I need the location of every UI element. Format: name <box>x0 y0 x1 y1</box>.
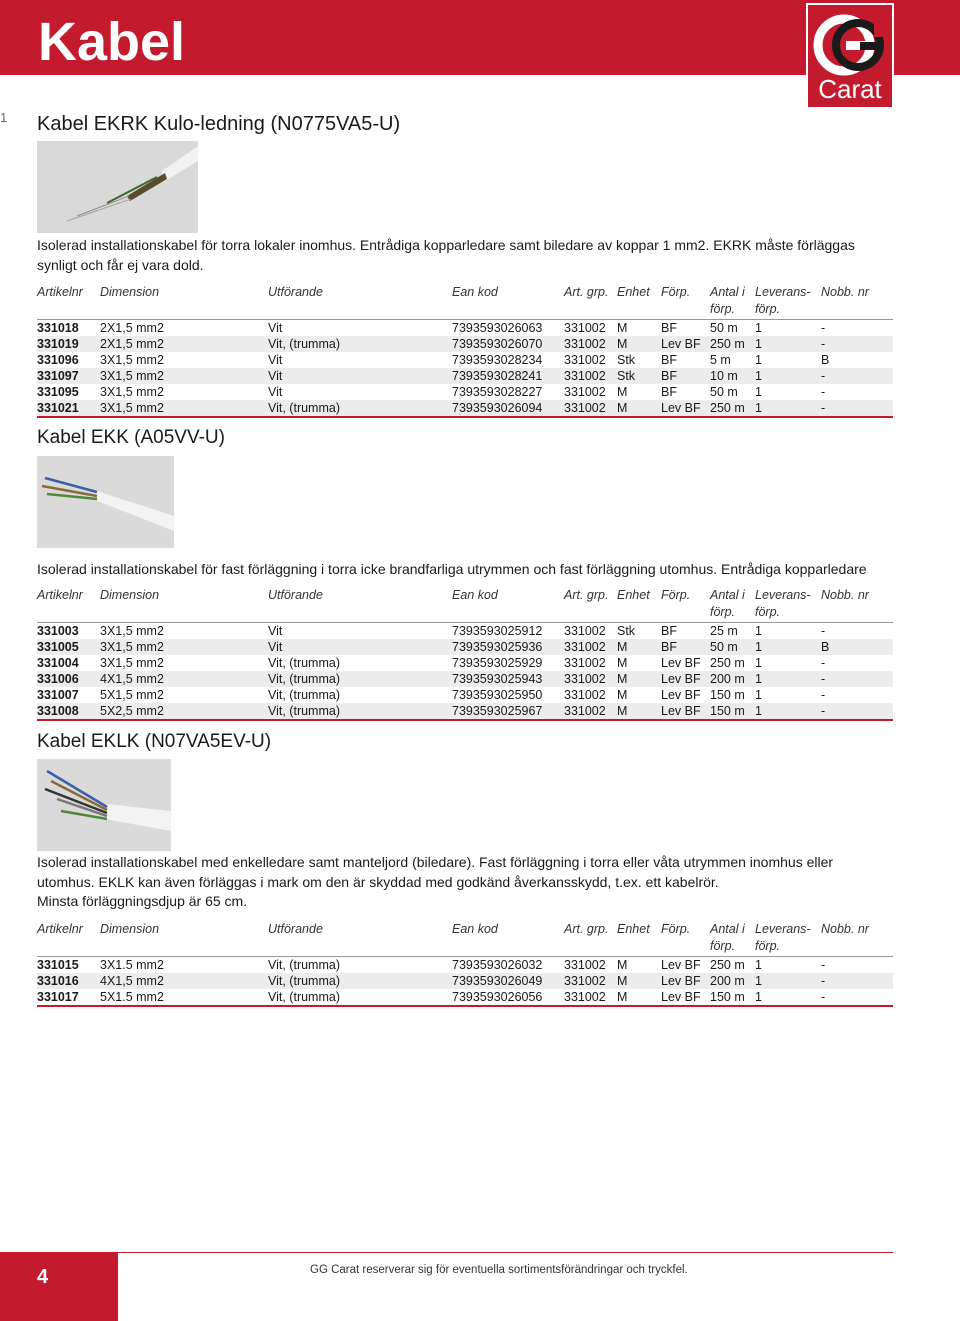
product-table-eklk <box>37 921 893 1007</box>
col-header-ean: Ean kod <box>452 921 564 957</box>
col-header-enhet: Enhet <box>617 921 661 957</box>
table-row: 331007 5X1,5 mm2 Vit, (trumma) 7393593025950 331002 M Lev BF 150 m 1 - <box>37 687 893 703</box>
cable-image <box>37 759 171 851</box>
col-header-nobb: Nobb. nr <box>821 284 893 320</box>
col-header-artgrp: Art. grp. <box>564 587 617 623</box>
side-number: 1 <box>0 110 8 125</box>
col-header-artikelnr: Artikelnr <box>37 921 100 957</box>
col-header-dimension: Dimension <box>100 921 268 957</box>
section-description-ekrk: Isolerad installationskabel för torra lokaler inomhus. Entrådiga kopparledare samt biledare av koppar 1 mm2. EKRK måste förläggas synligt och får ej vara dold. <box>37 237 855 273</box>
table-row: 331018 2X1,5 mm2 Vit 7393593026063 331002 M BF 50 m 1 - <box>37 320 893 337</box>
section-title-eklk: Kabel EKLK (N07VA5EV-U) <box>37 731 272 752</box>
col-header-leverans: Leverans- förp. <box>755 587 821 623</box>
cable-image <box>37 456 174 548</box>
col-header-antal: Antal i förp. <box>710 587 755 623</box>
page-title: Kabel <box>38 12 186 72</box>
table-row: 331016 4X1,5 mm2 Vit, (trumma) 7393593026049 331002 M Lev BF 200 m 1 - <box>37 973 893 989</box>
col-header-artgrp: Art. grp. <box>564 921 617 957</box>
gg-logo-icon <box>808 5 892 79</box>
col-header-forp: Förp. <box>661 921 710 957</box>
product-photo-ekk <box>37 456 174 548</box>
col-header-antal: Antal i förp. <box>710 284 755 320</box>
col-header-artgrp: Art. grp. <box>564 284 617 320</box>
product-photo-eklk <box>37 759 171 851</box>
table-row: 331019 2X1,5 mm2 Vit, (trumma) 7393593026070 331002 M Lev BF 250 m 1 - <box>37 336 893 352</box>
col-header-utforande: Utförande <box>268 284 452 320</box>
col-header-antal: Antal i förp. <box>710 921 755 957</box>
logo-text: Carat <box>818 74 882 104</box>
col-header-utforande: Utförande <box>268 921 452 957</box>
product-photo-ekrk <box>37 141 198 233</box>
table-row: 331008 5X2,5 mm2 Vit, (trumma) 7393593025967 331002 M Lev BF 150 m 1 - <box>37 703 893 720</box>
section-description-eklk <box>37 853 897 912</box>
col-header-enhet: Enhet <box>617 587 661 623</box>
col-header-utforande: Utförande <box>268 587 452 623</box>
description-line: Minsta förläggningsdjup är 65 cm. <box>37 893 248 909</box>
description-line: utomhus. EKLK kan även förläggas i mark om den är skyddad med godkänd åverkansskydd, t.ex. ett kabelrör. <box>37 873 719 890</box>
product-table-ekrk <box>37 284 893 418</box>
col-header-forp: Förp. <box>661 587 710 623</box>
page-number-box <box>0 1253 118 1321</box>
footer-disclaimer: GG Carat reserverar sig för eventuella sortimentsförändringar och tryckfel. <box>310 1264 688 1276</box>
col-header-nobb: Nobb. nr <box>821 587 893 623</box>
col-header-ean: Ean kod <box>452 587 564 623</box>
col-header-artikelnr: Artikelnr <box>37 284 100 320</box>
col-header-leverans: Leverans- förp. <box>755 284 821 320</box>
col-header-artikelnr: Artikelnr <box>37 587 100 623</box>
col-header-nobb: Nobb. nr <box>821 921 893 957</box>
product-table-ekk <box>37 587 893 721</box>
col-header-ean: Ean kod <box>452 284 564 320</box>
section-title-ekk: Kabel EKK (A05VV-U) <box>37 427 225 448</box>
col-header-leverans: Leverans- förp. <box>755 921 821 957</box>
table-row: 331005 3X1,5 mm2 Vit 7393593025936 331002 M BF 50 m 1 B <box>37 639 893 655</box>
section-title-ekrk: Kabel EKRK Kulo-ledning (N0775VA5-U) <box>37 113 401 135</box>
table-row: 331097 3X1,5 mm2 Vit 7393593028241 331002 Stk BF 10 m 1 - <box>37 368 893 384</box>
table-header-row <box>37 587 893 623</box>
table-row: 331006 4X1,5 mm2 Vit, (trumma) 7393593025943 331002 M Lev BF 200 m 1 - <box>37 671 893 687</box>
table-row: 331021 3X1,5 mm2 Vit, (trumma) 7393593026094 331002 M Lev BF 250 m 1 - <box>37 400 893 417</box>
table-header-row <box>37 921 893 957</box>
table-row: 331004 3X1,5 mm2 Vit, (trumma) 7393593025929 331002 M Lev BF 250 m 1 - <box>37 655 893 671</box>
table-header-row <box>37 284 893 320</box>
table-row: 331015 3X1.5 mm2 Vit, (trumma) 7393593026032 331002 M Lev BF 250 m 1 - <box>37 957 893 974</box>
table-row: 331003 3X1,5 mm2 Vit 7393593025912 331002 Stk BF 25 m 1 - <box>37 623 893 640</box>
col-header-enhet: Enhet <box>617 284 661 320</box>
gg-carat-logo <box>806 3 894 109</box>
table-row: 331095 3X1,5 mm2 Vit 7393593028227 331002 M BF 50 m 1 - <box>37 384 893 400</box>
cable-image <box>37 141 198 233</box>
description-line: Isolerad installationskabel med enkelledare samt manteljord (biledare). Fast förläggning i torra eller våta utrymmen inomhus eller <box>37 854 834 870</box>
section-description-ekk: Isolerad installationskabel för fast förläggning i torra icke brandfarliga utrymmen och fast förläggning utomhus. Entrådiga kopparledare <box>37 561 867 577</box>
table-row: 331096 3X1,5 mm2 Vit 7393593028234 331002 Stk BF 5 m 1 B <box>37 352 893 368</box>
page-number: 4 <box>37 1266 49 1288</box>
col-header-forp: Förp. <box>661 284 710 320</box>
table-row: 331017 5X1.5 mm2 Vit, (trumma) 7393593026056 331002 M Lev BF 150 m 1 - <box>37 989 893 1006</box>
footer-divider <box>0 1252 893 1253</box>
col-header-dimension: Dimension <box>100 587 268 623</box>
col-header-dimension: Dimension <box>100 284 268 320</box>
